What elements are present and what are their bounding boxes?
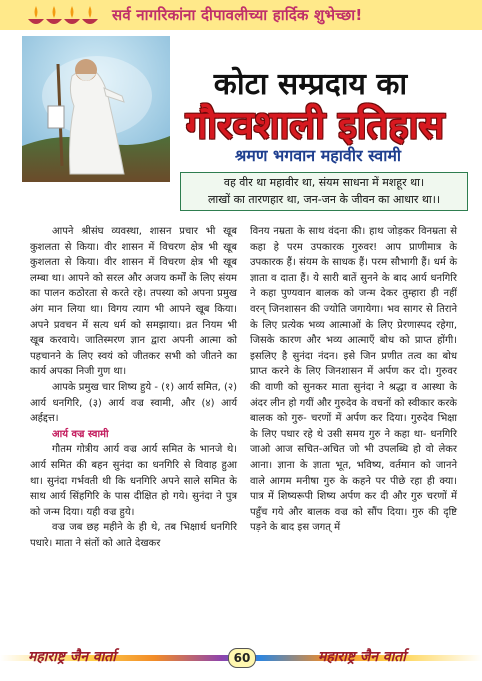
greeting-text: सर्व नागरिकांना दीपावलीच्या हार्दिक शुभेच्छा! <box>112 6 363 24</box>
page-number: 60 <box>228 648 256 668</box>
quote-box <box>180 172 468 211</box>
left-paragraph-2: आपके प्रमुख चार शिष्य हुये - (१) आर्य समित, (२) आर्य धनगिरि, (३) आर्य वज्र स्वामी, और (४) आर्य अर्हद्दत्त। <box>30 381 237 425</box>
article-subtitle: श्रमण भगवान महावीर स्वामी <box>234 146 402 165</box>
diya-lamps-icon <box>26 5 100 29</box>
left-paragraph-4: वज्र जब छह महीने के ही थे, तब भिक्षार्थ धनगिरि पधारे। माता ने संतों को आते देखकर <box>30 522 237 549</box>
right-paragraph: विनय नम्रता के साथ वंदना की। हाथ जोड़कर विनम्रता से कहा हे परम उपकारक गुरुवर! आप प्राणीमात्र के उपकारक हैं। संयम के साधक हैं। परम सौभागी हैं। धर्म के ज्ञाता व दाता हैं। ये सारी बातें सुनने के बाद आर्य धनगिरि ने कहा पुण्यवान बालक को जन्म देकर तुम्हारा ही नहीं वरन् जिनशासन की ज्योति जगायेगा। भव सागर से तिराने के लिए प्रत्येक भव्य आत्माओं के लिए प्रेरणास्पद रहेगा, जिसके कारण और भव्य आत्माएँ बोध को प्राप्त होंगी। इसलिए है सुनंदा नंदन। इसे जिन प्रणीत तत्व का बोध प्राप्त करने के लिए जिनशासन में अर्पण कर दो। गुरुवर की वाणी को सुनकर माता सुनंदा ने श्रद्धा व आस्था के अंदर लीन हो गयीं और गुरुदेव के वचनों को स्वीकार करके बालक को गुरु- चरणों में अर्पण कर दिया। गुरुदेव भिक्षा के लिए पधार रहे थे उसी समय गुरु ने कहा था- धनगिरि जाओ आज सचित-अचित जो भी उपलब्धि हो वो लेकर आना। ज्ञाना के ज्ञाता भूत, भविष्य, वर्तमान को जानने वाले आगम मनीषा गुरु के कहने पर पीछे रहा ही क्या। पात्र में शिष्यरूपी शिष्य अर्पण कर दी और गुरु चरणों में पहुँच गये और बालक वज्र को सौंप दिया। गुरु की दृष्टि पड़ने के बाद इस जगत् में <box>250 226 457 534</box>
right-column <box>250 224 457 536</box>
left-column <box>30 224 237 551</box>
quote-line-1: वह वीर था महावीर था, संयम साधना में मशहूर था। <box>223 176 425 189</box>
quote-line-2: लाखों का तारणहार था, जन-जन के जीवन का आधार था।। <box>207 193 441 206</box>
footer-magazine-name-right: महाराष्ट्र जैन वार्ता <box>318 649 406 665</box>
banner-divider <box>0 30 482 33</box>
monk-photo <box>22 36 170 182</box>
left-paragraph-1: आपने श्रीसंघ व्यवस्था, शासन प्रचार भी खूब कुशलता से किया। वीर शासन में विचरण क्षेत्र भी खूब कुशलता से किया। वीर शासन में विचरण क्षेत्र भी खूब लम्बा था। आपने को सरल और अजय कर्मों के लिए संयम का पालन कठोरता से करते रहे। तपस्या को अपना प्रमुख अंग मान लिया था। विगय त्याग भी आपने खूब किया। अपने प्रवचन में सत्य धर्म को समझाया। व्रत नियम भी खूब करवाये। जातिस्मरण ज्ञान द्वारा अपनी आत्मा को पहचानने के लिए स्वयं को जीतकर सभी को जीतने का कार्य अपका निजी गुण था। <box>30 226 237 378</box>
greeting-banner <box>0 0 482 30</box>
footer-magazine-name-left: महाराष्ट्र जैन वार्ता <box>28 649 116 665</box>
left-paragraph-3: गौतम गोत्रीय आर्य वज्र आर्य समित के भानजे थे। आर्य समित की बहन सुनंदा का धनगिरि से विवाह हुआ था। सुनंदा गर्भवती थी कि धनगिरि अपने साले समित के साथ आर्य सिंहगिरि के पास दीक्षित हो गये। सुनंदा ने पुत्र को जन्म दिया। यही वज्र हुये। <box>30 444 237 518</box>
article-title-line2: गौरवशाली इतिहास <box>185 103 445 147</box>
section-heading: आर्य वज्र स्वामी <box>52 428 109 440</box>
article-title-line1: कोटा सम्प्रदाय का <box>213 67 408 102</box>
